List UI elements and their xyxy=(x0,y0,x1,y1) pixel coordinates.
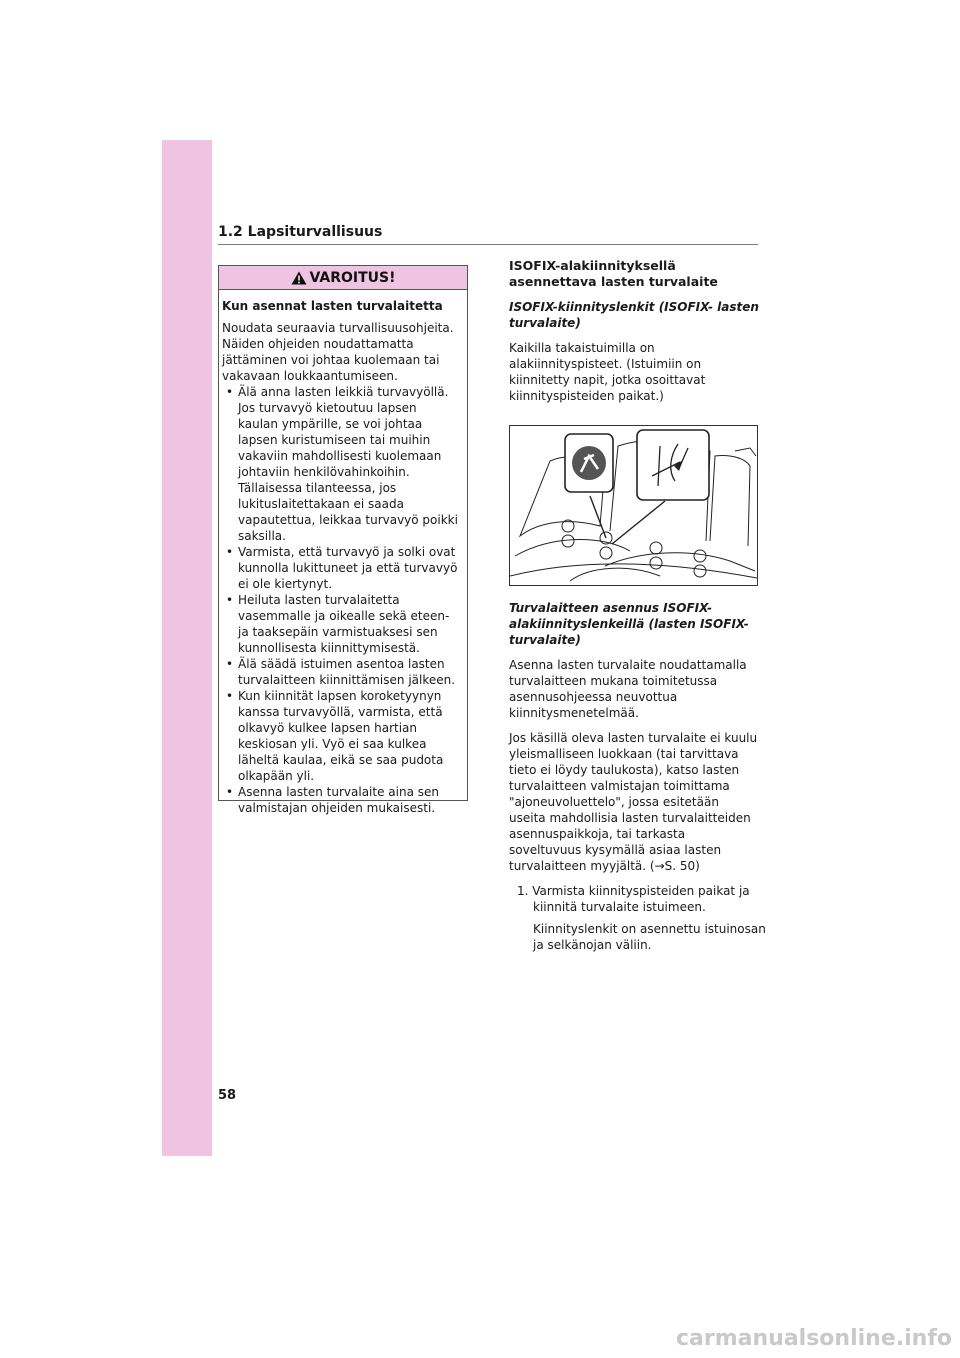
warning-intro: Noudata seuraavia turvallisuusohjeita. Näiden ohjeiden noudattamatta jättäminen voi johtaa kuolemaan tai vakavaan loukkaantumiseen. xyxy=(222,321,454,383)
warning-list xyxy=(222,384,459,816)
warning-header xyxy=(219,266,467,290)
side-color-band xyxy=(162,140,212,1156)
seat-drawing xyxy=(510,426,757,585)
watermark: carmanualsonline.info xyxy=(676,1326,952,1351)
warning-box xyxy=(218,265,468,815)
warning-item: • Heiluta lasten turvalaitetta vasemmalle ja oikealle sekä eteen- ja taaksepäin varmistuaksesi sen kunnollisesta kiinnittymisestä. xyxy=(222,592,459,656)
warning-label: VAROITUS! xyxy=(309,269,396,286)
isofix-heading: ISOFIX-alakiinnityksellä asennettava lasten turvalaite xyxy=(509,258,718,289)
install-paragraph: Asenna lasten turvalaite noudattamalla turvalaitteen mukana toimitetussa asennusohjeessa neuvottua kiinnitysmenetelmää. xyxy=(509,658,747,720)
page-number: 58 xyxy=(218,1088,237,1103)
section-title: 1.2 Lapsiturvallisuus xyxy=(218,224,383,240)
isofix-paragraph: Kaikilla takaistuimilla on alakiinnityspisteet. (Istuimiin on kiinnitetty napit, jotka osoittavat kiinnityspisteiden paikat.) xyxy=(509,341,706,403)
warning-title: Kun asennat lasten turvalaitetta xyxy=(222,299,443,313)
isofix-seat-illustration xyxy=(509,425,758,586)
warning-body xyxy=(219,290,467,816)
warning-item: • Varmista, että turvavyö ja solki ovat kunnolla lukittuneet ja että turvavyö ei ole kiertynyt. xyxy=(222,544,459,592)
step-1: 1. Varmista kiinnityspisteiden paikat ja kiinnitä turvalaite istuimeen. xyxy=(517,884,750,914)
warning-item: • Älä säädä istuimen asentoa lasten turvalaitteen kiinnittämisen jälkeen. xyxy=(222,656,459,688)
isofix-subheading: ISOFIX-kiinnityslenkit (ISOFIX- lasten turvalaite) xyxy=(509,300,759,330)
right-column xyxy=(509,258,766,953)
header-divider xyxy=(218,244,758,245)
warning-item: • Älä anna lasten leikkiä turvavyöllä. Jos turvavyö kietoutuu lapsen kaulan ympärille, se voi johtaa lapsen kuristumiseen tai muihin vakaviin mahdollisesti kuolemaan johtaviin henkilövahinkoihin. Tällaisessa tilanteessa, jos lukituslaitettakaan ei saada vapautettua, leikkaa turvavyö poikki saksilla. xyxy=(222,384,459,544)
warning-triangle-icon xyxy=(291,271,307,285)
step-1-note: Kiinnityslenkit on asennettu istuinosan ja selkänojan väliin. xyxy=(533,922,766,952)
warning-item: • Asenna lasten turvalaite aina sen valmistajan ohjeiden mukaisesti. xyxy=(222,784,459,816)
isofix-install-subheading: Turvalaitteen asennus ISOFIX-alakiinnityslenkeillä (lasten ISOFIX-turvalaite) xyxy=(509,601,749,647)
compatibility-paragraph: Jos käsillä oleva lasten turvalaite ei kuulu yleismalliseen luokkaan (tai tarvittava tieto ei löydy taulukosta), katso lasten turvalaitteen valmistajan toimittama "ajoneuvoluettelo", jossa esitetään useita mahdollisia lasten turvalaitteiden asennuspaikkoja, tai tarkasta soveltuvuus kysymällä asiaa lasten turvalaitteen myyjältä. (→S. 50) xyxy=(509,731,758,873)
warning-item: • Kun kiinnität lapsen koroketyynyn kanssa turvavyöllä, varmista, että olkavyö kulkee lapsen hartian keskiosan yli. Vyö ei saa kulkea läheltä kaulaa, eikä se saa pudota olkapään yli. xyxy=(222,688,459,784)
